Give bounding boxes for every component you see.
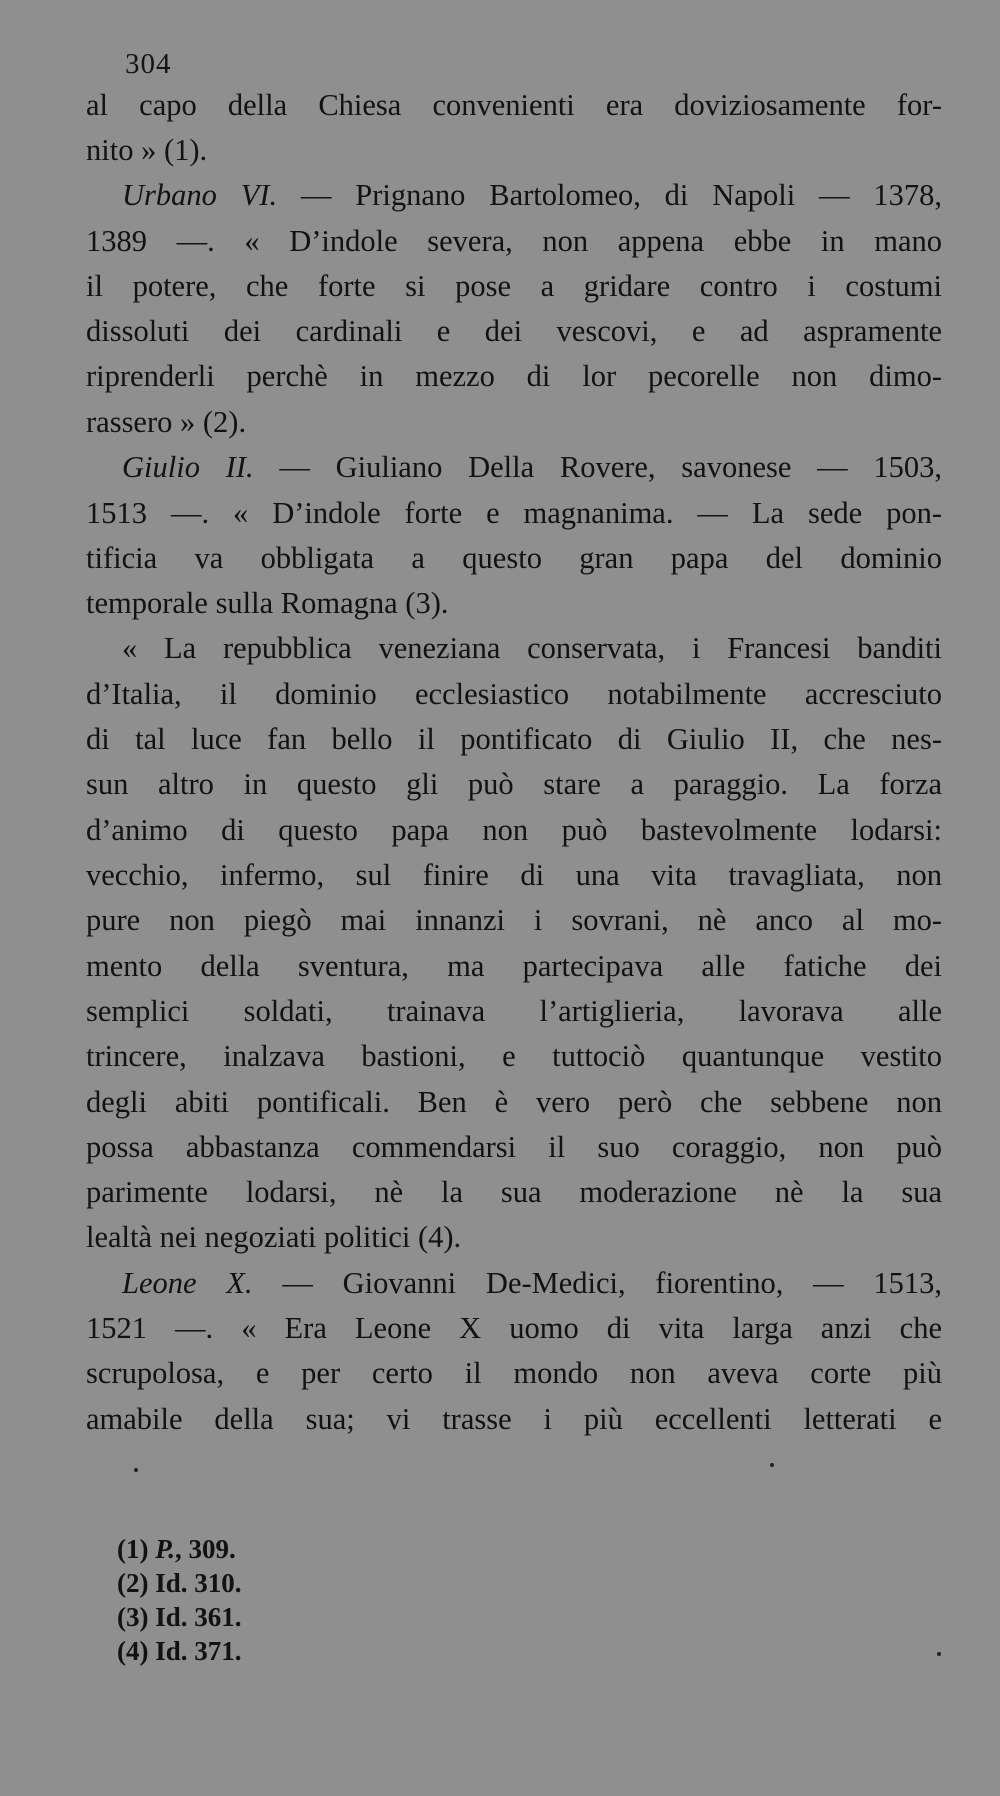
text-line: 1389 —. « D’indole severa, non appena ebbe in mano — [86, 224, 942, 258]
footnote: (2) Id. 310. — [117, 1568, 242, 1598]
text-line: possa abbastanza commendarsi il suo coraggio, non può — [86, 1130, 942, 1164]
text-line: di tal luce fan bello il pontificato di Giulio II, che nes- — [86, 722, 942, 756]
text-line: nito » (1). — [86, 133, 208, 167]
text-line: mento della sventura, ma partecipava alle fatiche dei — [86, 949, 942, 983]
footnote-marker: (4) — [117, 1636, 149, 1666]
pope-name: Leone X. — [122, 1266, 253, 1300]
text-line: 1513 —. « D’indole forte e magnanima. — La sede pon- — [86, 496, 942, 530]
text-line: riprenderli perchè in mezzo di lor pecorelle non dimo- — [86, 359, 942, 393]
scan-speck — [770, 1463, 774, 1467]
text-line: vecchio, infermo, sul finire di una vita travagliata, non — [86, 858, 942, 892]
text-line: sun altro in questo gli può stare a paraggio. La forza — [86, 767, 942, 801]
footnote-marker: (1) — [117, 1534, 149, 1564]
footnote: (1) P., 309. — [117, 1534, 236, 1564]
text-line: pure non piegò mai innanzi i sovrani, nè anco al mo- — [86, 903, 942, 937]
text-line: lealtà nei negoziati politici (4). — [86, 1220, 462, 1254]
text-line: d’Italia, il dominio ecclesiastico notabilmente accresciuto — [86, 677, 942, 711]
footnote-marker: (3) — [117, 1602, 149, 1632]
pope-name: Giulio II. — [122, 450, 254, 484]
footnote-marker: (2) — [117, 1568, 149, 1598]
scan-speck — [134, 1468, 138, 1472]
text-line: Urbano VI. — Prignano Bartolomeo, di Napoli — 1378, — [122, 178, 942, 212]
page-number: 304 — [125, 48, 172, 80]
text-line: amabile della sua; vi trasse i più eccellenti letterati e — [86, 1402, 942, 1436]
text-line: 1521 —. « Era Leone X uomo di vita larga anzi che — [86, 1311, 942, 1345]
footnote: (3) Id. 361. — [117, 1602, 242, 1632]
footnotes — [117, 1532, 517, 1668]
text-line: al capo della Chiesa convenienti era doviziosamente for- — [86, 88, 942, 122]
text-line: dissoluti dei cardinali e dei vescovi, e ad aspramente — [86, 314, 942, 348]
text-line: Leone X. — Giovanni De-Medici, fiorentino, — 1513, — [122, 1266, 942, 1300]
text-line: degli abiti pontificali. Ben è vero però che sebbene non — [86, 1085, 942, 1119]
text-line: Giulio II. — Giuliano Della Rovere, savonese — 1503, — [122, 450, 942, 484]
text-line: tificia va obbligata a questo gran papa del dominio — [86, 541, 942, 575]
scan-speck — [937, 1652, 941, 1656]
text-line: trincere, inalzava bastioni, e tuttociò quantunque vestito — [86, 1039, 942, 1073]
text-line: il potere, che forte si pose a gridare contro i costumi — [86, 269, 942, 303]
text-line: scrupolosa, e per certo il mondo non aveva corte più — [86, 1356, 942, 1390]
pope-name: Urbano VI. — [122, 178, 278, 212]
footnote: (4) Id. 371. — [117, 1636, 242, 1666]
text-line: rassero » (2). — [86, 405, 247, 439]
text-line: « La repubblica veneziana conservata, i Francesi banditi — [122, 631, 942, 665]
text-line: parimente lodarsi, nè la sua moderazione nè la sua — [86, 1175, 942, 1209]
text-line: temporale sulla Romagna (3). — [86, 586, 449, 620]
text-line: semplici soldati, trainava l’artiglieria, lavorava alle — [86, 994, 942, 1028]
text-line: d’animo di questo papa non può bastevolmente lodarsi: — [86, 813, 942, 847]
